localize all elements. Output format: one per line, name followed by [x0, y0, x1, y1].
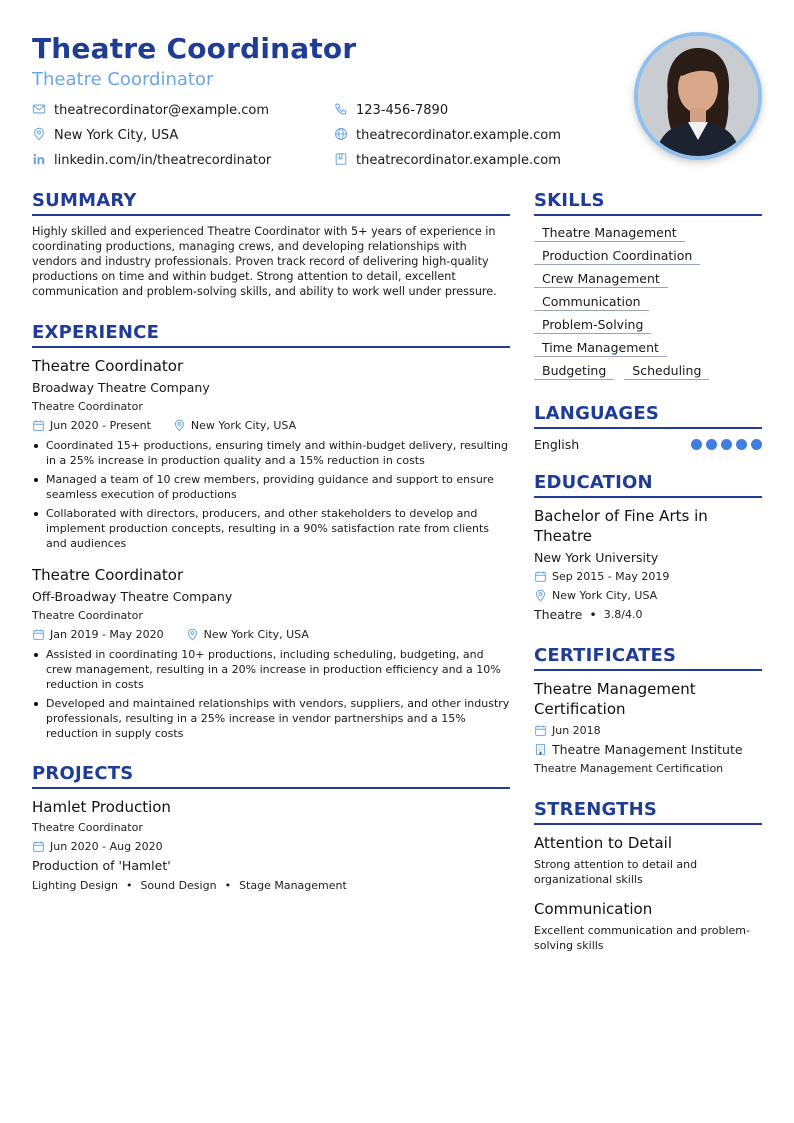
building-icon — [534, 743, 548, 757]
contact-website[interactable] — [334, 127, 561, 143]
mail-icon — [32, 102, 48, 118]
project-item — [32, 797, 510, 894]
calendar-icon — [534, 570, 548, 584]
skill-tag: Scheduling — [624, 362, 709, 380]
skill-tag: Budgeting — [534, 362, 614, 380]
certificate-date-row — [534, 723, 762, 739]
language-row — [534, 437, 762, 452]
project-title: Hamlet Production — [32, 798, 171, 816]
projects-heading: PROJECTS — [32, 763, 510, 789]
skill-tag: Problem-Solving — [534, 316, 651, 334]
strength-description: Strong attention to detail and organizational skills — [534, 858, 698, 886]
avatar — [638, 36, 758, 156]
summary-heading: SUMMARY — [32, 190, 510, 216]
job-title: Theatre Coordinator — [32, 357, 184, 375]
left-column — [32, 190, 510, 894]
job-dates: Jun 2020 - Present — [50, 419, 151, 432]
project-tag: Sound Design — [140, 879, 217, 892]
job-bullets — [32, 438, 510, 551]
skill-tag: Time Management — [534, 339, 667, 357]
job-bullet: Managed a team of 10 crew members, providing guidance and support to ensure seamless execution of productions — [32, 472, 510, 502]
certificate-issuer: Theatre Management Institute — [552, 742, 743, 757]
job-title: Theatre Coordinator — [32, 566, 184, 584]
education-section — [534, 472, 762, 623]
strength-title: Communication — [534, 900, 653, 918]
right-column — [534, 190, 762, 953]
strengths-section — [534, 799, 762, 953]
experience-heading: EXPERIENCE — [32, 322, 510, 348]
resume-header — [32, 30, 762, 170]
contact-linkedin-text: linkedin.com/in/theatrecordinator — [54, 152, 272, 168]
job-bullet: Coordinated 15+ productions, ensuring timely and within-budget delivery, resulting in a 25% increase in production quality and a 15% reduction in costs — [32, 438, 510, 468]
certificates-heading: CERTIFICATES — [534, 645, 762, 671]
contact-website-text: theatrecordinator.example.com — [356, 127, 561, 143]
level-dot — [751, 439, 762, 450]
profile-photo — [634, 32, 762, 160]
experience-item — [32, 356, 510, 551]
level-dot — [736, 439, 747, 450]
contact-location — [32, 127, 178, 143]
education-school: New York University — [534, 550, 659, 565]
calendar-icon — [32, 840, 46, 854]
skill-tag: Production Coordination — [534, 247, 700, 265]
summary-section — [32, 190, 510, 299]
contact-email-text: theatrecordinator@example.com — [54, 102, 269, 118]
education-location-row — [534, 588, 762, 604]
education-gpa: 3.8/4.0 — [603, 608, 643, 621]
project-tag: Lighting Design — [32, 879, 118, 892]
language-name: English — [534, 437, 580, 452]
languages-section — [534, 403, 762, 452]
calendar-icon — [32, 419, 46, 433]
job-meta — [32, 418, 510, 434]
experience-section — [32, 322, 510, 741]
location-icon — [534, 589, 548, 603]
job-company: Broadway Theatre Company — [32, 380, 210, 395]
languages-heading: LANGUAGES — [534, 403, 762, 429]
level-dot — [706, 439, 717, 450]
job-bullet: Developed and maintained relationships with vendors, suppliers, and other industry professionals, resulting in a 25% increase in vendor partnerships and a 15% reduction in supply costs — [32, 696, 510, 741]
globe-icon — [334, 127, 350, 143]
education-heading: EDUCATION — [534, 472, 762, 498]
contact-phone-text: 123-456-7890 — [356, 102, 449, 118]
job-location: New York City, USA — [190, 419, 297, 432]
education-dates: Sep 2015 - May 2019 — [552, 570, 670, 583]
job-bullet: Assisted in coordinating 10+ productions, including scheduling, budgeting, and crew management, resulting in a 20% increase in production efficiency and a 10% reduction in costs — [32, 647, 510, 692]
project-tags: Lighting Design • Sound Design • Stage Management — [32, 879, 347, 892]
project-description: Production of 'Hamlet' — [32, 858, 171, 873]
level-dot — [721, 439, 732, 450]
job-dates: Jan 2019 - May 2020 — [50, 628, 164, 641]
education-field-row: Theatre • 3.8/4.0 — [534, 607, 643, 622]
phone-icon — [334, 102, 350, 118]
skills-heading: SKILLS — [534, 190, 762, 216]
contact-portfolio[interactable] — [334, 152, 561, 168]
location-icon — [186, 628, 200, 642]
contact-phone[interactable] — [334, 102, 448, 118]
strength-item — [534, 899, 762, 953]
strength-item — [534, 833, 762, 887]
certificate-date: Jun 2018 — [552, 724, 601, 737]
project-tag: Stage Management — [239, 879, 347, 892]
education-field: Theatre — [534, 607, 583, 622]
linkedin-icon — [32, 152, 48, 168]
skills-section — [534, 190, 762, 385]
education-location: New York City, USA — [552, 589, 658, 602]
job-company: Off-Broadway Theatre Company — [32, 589, 233, 604]
job-bullets — [32, 647, 510, 741]
certificates-section — [534, 645, 762, 777]
project-role: Theatre Coordinator — [32, 821, 143, 834]
project-dates: Jun 2020 - Aug 2020 — [50, 840, 163, 853]
bookmark-icon — [334, 152, 350, 168]
language-level — [687, 439, 762, 450]
certificate-title: Theatre Management Certification — [534, 680, 696, 718]
summary-text: Highly skilled and experienced Theatre Coordinator with 5+ years of experience in coordinating productions, managing crews, and developing relationships with vendors and industry professionals. Proven track record of delivering high-quality productions on time and within budget. Strong attention to detail, excellent communication and problem-solving skills, and ability to work well under pressure. — [32, 225, 497, 298]
strengths-heading: STRENGTHS — [534, 799, 762, 825]
job-subtitle: Theatre Coordinator — [32, 609, 143, 622]
contact-linkedin[interactable] — [32, 152, 271, 168]
skills-list — [534, 224, 762, 385]
strength-description: Excellent communication and problem-solving skills — [534, 924, 750, 952]
contact-email[interactable] — [32, 102, 269, 118]
education-degree: Bachelor of Fine Arts in Theatre — [534, 507, 708, 545]
certificate-issuer-row — [534, 742, 762, 758]
skill-tag: Communication — [534, 293, 649, 311]
location-icon — [173, 419, 187, 433]
education-dates-row — [534, 569, 762, 585]
job-meta — [32, 627, 510, 643]
contact-location-text: New York City, USA — [54, 127, 179, 143]
calendar-icon — [32, 628, 46, 642]
calendar-icon — [534, 724, 548, 738]
candidate-name: Theatre Coordinator — [32, 32, 357, 65]
projects-section — [32, 763, 510, 894]
skill-tag: Crew Management — [534, 270, 668, 288]
candidate-title: Theatre Coordinator — [32, 69, 214, 90]
certificate-description: Theatre Management Certification — [534, 762, 724, 775]
experience-item — [32, 565, 510, 741]
location-icon — [32, 127, 48, 143]
strength-title: Attention to Detail — [534, 834, 673, 852]
project-meta — [32, 839, 510, 855]
job-location: New York City, USA — [203, 628, 309, 641]
level-dot — [691, 439, 702, 450]
contact-portfolio-text: theatrecordinator.example.com — [356, 152, 561, 168]
job-subtitle: Theatre Coordinator — [32, 400, 143, 413]
job-bullet: Collaborated with directors, producers, and other stakeholders to develop and implement production concepts, resulting in a 90% satisfaction rate from clients and audiences — [32, 506, 510, 551]
skill-tag: Theatre Management — [534, 224, 685, 242]
